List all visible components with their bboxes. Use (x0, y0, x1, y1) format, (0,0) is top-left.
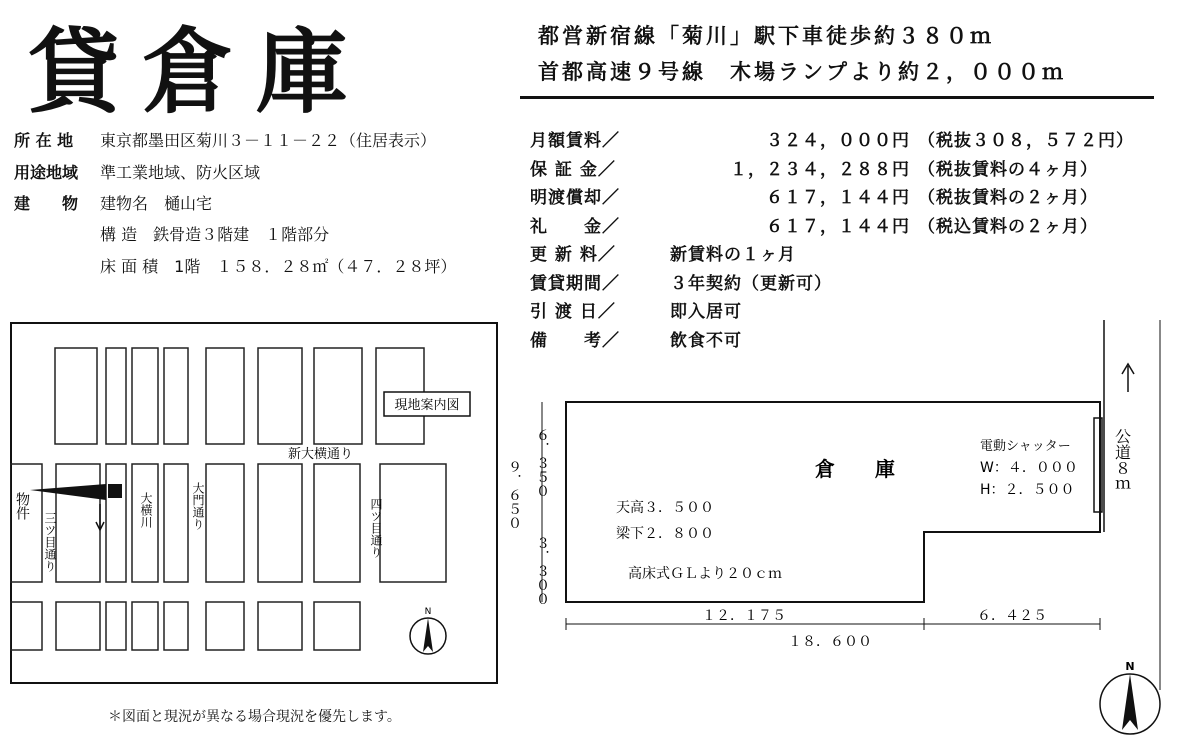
location-label: 所 在 地 (14, 131, 74, 150)
term-note: 飲食不可 (670, 330, 742, 351)
floor-area-row: 床 面 積 1階 １５８．２８㎡（４７．２８坪） (100, 257, 457, 276)
zoning-row (14, 160, 260, 183)
dim-upper-height: ６．３５０ (534, 428, 550, 498)
map-legend: 現地案内図 (394, 398, 460, 413)
road-label-mitsume: 三ツ目通り (43, 512, 57, 572)
road-label-omon: 大門通り (191, 482, 205, 530)
shutter-width: W：４．０００ (980, 460, 1078, 476)
ceiling-height: 天高３．５００ (616, 500, 714, 516)
room-label: 倉 庫 (815, 457, 895, 481)
structure-row: 構 造 鉄骨造３階建 １階部分 (100, 225, 330, 244)
term-label: 保 証 金／ (530, 159, 616, 180)
header-divider (520, 96, 1154, 99)
property-label: 物件 (14, 492, 30, 520)
road-label-shinohashi: 新大横通り (288, 447, 354, 462)
term-note: （税抜賃料の２ヶ月） (918, 188, 1098, 208)
river-label: 大横川 (139, 492, 153, 528)
term-row (530, 155, 1098, 180)
term-value: ６１７，１４４円 (766, 216, 910, 237)
property-marker (108, 484, 122, 498)
zoning-label: 用途地域 (14, 163, 79, 182)
plan-north: N (1125, 660, 1135, 673)
term-row (530, 183, 1098, 208)
term-label: 備 考／ (530, 330, 620, 351)
term-row (530, 212, 1098, 237)
building-name: 建物名 樋山宅 (100, 194, 213, 213)
dim-left-width: １２．１７５ (702, 608, 786, 624)
term-value: １，２３４，２８８円 (730, 159, 910, 180)
access-highway: 首都高速９号線 木場ランプより約２，０００ｍ (538, 60, 1066, 84)
area-map (10, 322, 498, 684)
term-value: ６１７，１４４円 (766, 188, 910, 208)
map-north: N (424, 607, 432, 617)
term-row (530, 240, 796, 265)
term-label: 礼 金／ (530, 216, 620, 237)
shutter-label: 電動シャッター (980, 439, 1071, 454)
location-value: 東京都墨田区菊川３－１１－２２（住居表示） (100, 131, 437, 150)
term-label: 引 渡 日／ (530, 302, 616, 322)
building-row (14, 191, 212, 214)
dim-right-width: ６．４２５ (977, 608, 1047, 624)
beam-height: 梁下２．８００ (616, 526, 714, 542)
term-note: 新賃料の１ヶ月 (670, 245, 796, 265)
term-note: （税込賃料の２ヶ月） (918, 216, 1098, 237)
page-title: 貸倉庫 (28, 18, 371, 126)
term-row (530, 269, 832, 294)
term-row (530, 126, 1134, 151)
location-row (14, 128, 436, 151)
road-label: 公道８ｍ (1112, 428, 1132, 492)
dim-total-height: ９．６５０ (506, 460, 522, 530)
zoning-value: 準工業地域、防火区域 (100, 163, 261, 182)
term-note: ３年契約（更新可） (670, 273, 832, 294)
building-label: 建 物 (14, 194, 79, 213)
term-value: ３２４，０００円 (766, 131, 910, 151)
floor-plan (500, 310, 1190, 736)
shutter-height: H：２．５００ (980, 482, 1075, 498)
dim-total-width: １８．６００ (788, 634, 872, 650)
access-station: 都営新宿線「菊川」駅下車徒歩約３８０ｍ (538, 24, 994, 48)
term-note: （税抜３０８，５７２円） (918, 131, 1134, 151)
term-label: 月額賃料／ (530, 131, 620, 151)
term-label: 明渡償却／ (530, 188, 620, 208)
footnote: ＊図面と現況が異なる場合現況を優先します。 (108, 709, 401, 725)
term-label: 賃貸期間／ (530, 273, 620, 294)
term-note: 即入居可 (670, 302, 742, 322)
term-note: （税抜賃料の４ヶ月） (918, 159, 1098, 180)
dim-lower-height: ３．３００ (534, 536, 550, 606)
floor-raise: 高床式ＧＬより２０ｃｍ (628, 566, 782, 582)
term-label: 更 新 料／ (530, 245, 616, 265)
road-label-yotsume: 四ツ目通り (369, 498, 383, 558)
